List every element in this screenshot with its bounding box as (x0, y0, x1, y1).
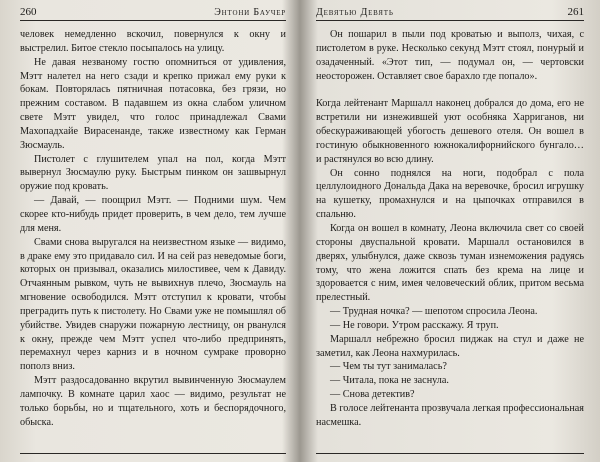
paragraph: — Читала, пока не заснула. (330, 375, 449, 387)
paragraph: Он пошарил в пыли под кроватью и выполз, чихая, с пистолетом в руке. Несколько секунд Мэтт стоял, понурый и озадаченный. «Этот тип, — подумал он, — чертовски неосторожен. Оставляет свое барахло где попало». (316, 29, 584, 82)
paragraph: Свами снова выругался на неизвестном языке — видимо, в драке ему это придавало сил. И на сей раз неведомые боги, которых он призывал, оказались милостивее, чем к Давиду. Отчаянным рывком, чуть не вывихнув плечо, Зюсмауль на мгновение освободился. Мэтт отступил к кровати, чтобы преградить путь к пистолету. Но Свами уже не помышлял об убийстве. Увидев снаружи пожарную лестницу, он рванулся к окну, прежде чем Мэтт успел что-либо предпринять, перемахнул через карниз и в ночном сумраке проворно пополз вниз. (20, 236, 286, 373)
paragraph: Не давая незваному гостю опомниться от удивления, Мэтт налетел на него сзади и крепко прижал ему руки к бокам. Повторялась пятничная потасовка, без грязи, но прежним составом. В падавшем из окна слабом уличном свете Мэтт увидел, что голос принадлежал Свами Махопадхайе Вирасенанде, также известному как Герман Зюсмауль. (20, 56, 286, 151)
paragraph: Он сонно поднялся на ноги, подобрал с пола целлулоидного Дональда Дака на веревочке, бросил игрушку на кушетку, промахнулся и на цыпочках отправился в спальню. (316, 167, 584, 221)
right-page-header (316, 6, 584, 21)
left-running-head: Энтони Баучер (214, 7, 286, 18)
left-page-number: 260 (20, 6, 37, 18)
right-page-number: 261 (567, 6, 584, 18)
paragraph: — Не говори. Утром расскажу. Я труп. (330, 319, 499, 331)
paragraph: Когда лейтенант Маршалл наконец добрался до дома, его не встретили ни изнежившей уют особняка Харриганов, ни обескураживающей убогость дешевого отеля. Он вошел в гостиную обыкновенного южнокалифорнийского бунгало… и растянулся во всю длину. (316, 98, 584, 165)
left-bottom-rule (20, 453, 286, 454)
paragraph: — Снова детектив? (330, 389, 415, 401)
paragraph: — Чем ты тут занималась? (330, 361, 447, 373)
section-break (316, 83, 584, 97)
right-bottom-rule (316, 453, 584, 454)
right-page-body-bottom (316, 97, 584, 429)
paragraph: человек немедленно вскочил, повернулся к окну и выстрелил. Битое стекло посыпалось на улицу. (20, 29, 286, 54)
paragraph: В голосе лейтенанта прозвучала легкая профессиональная насмешка. (316, 402, 584, 428)
left-page-body (20, 28, 286, 429)
paragraph: — Трудная ночка? — шепотом спросила Леона. (330, 306, 538, 318)
paragraph: Маршалл небрежно бросил пиджак на стул и даже не заметил, как Леона нахмурилась. (316, 333, 584, 359)
right-page (302, 0, 600, 462)
left-page-header (20, 6, 286, 21)
paragraph: Мэтт раздосадованно вкрутил вывинченную Зюсмаулем лампочку. В комнате царил хаос — видимо, результат не только борьбы, но и тщательного, хоть и беспорядочного, обыска. (20, 375, 286, 428)
right-page-body-top (316, 28, 584, 83)
left-page (0, 0, 298, 462)
right-running-head: Девятью Девять (316, 7, 394, 18)
paragraph: — Давай, — поощрил Мэтт. — Подними шум. Чем скорее кто-нибудь придет проверить, в чем дело, тем лучше для меня. (20, 195, 286, 234)
paragraph: Когда он вошел в комнату, Леона включила свет со своей стороны двуспальной кровати. Маршалл остановился в дверях, улыбнулся, даже сквозь туман изнеможения радуясь тому, что жена ложится спать без крема на лице и здоровается с ним, имея человеческий облик, притом весьма прелестный. (316, 222, 584, 304)
paragraph: Пистолет с глушителем упал на пол, когда Мэтт вывернул Зюсмаулю руку. Быстрым пинком он зашвырнул оружие под кровать. (20, 153, 286, 193)
